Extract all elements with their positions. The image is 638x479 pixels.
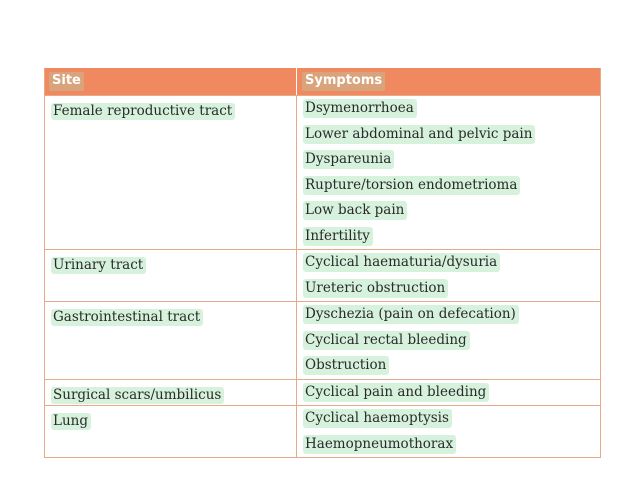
- header-cell-symptoms: [297, 68, 600, 95]
- symptom-item: Cyclical haematuria/dysuria: [303, 253, 500, 272]
- symptom-item: Low back pain: [303, 201, 407, 220]
- table-row: [45, 379, 600, 406]
- site-cell: [45, 406, 297, 457]
- table-row: [45, 301, 600, 379]
- site-cell: [45, 380, 297, 406]
- symptoms-cell: [297, 250, 600, 301]
- symptoms-cell: [297, 406, 600, 457]
- symptom-item: Rupture/torsion endometrioma: [303, 176, 520, 195]
- table-header: [45, 68, 600, 95]
- symptom-item: Dyspareunia: [303, 150, 394, 169]
- site-label: Female reproductive tract: [51, 103, 235, 120]
- symptom-item: Haemopneumothorax: [303, 435, 456, 454]
- header-label-symptoms: Symptoms: [302, 72, 385, 91]
- site-label: Lung: [51, 413, 91, 430]
- site-label: Surgical scars/umbilicus: [51, 387, 224, 404]
- header-cell-site: [45, 68, 297, 95]
- symptom-item: Cyclical haemoptysis: [303, 409, 452, 428]
- table-row: [45, 95, 600, 249]
- site-cell: [45, 250, 297, 301]
- symptom-item: Ureteric obstruction: [303, 279, 448, 298]
- symptom-item: Cyclical pain and bleeding: [303, 383, 489, 402]
- site-label: Gastrointestinal tract: [51, 309, 203, 326]
- symptom-item: Obstruction: [303, 356, 389, 375]
- symptom-item: Infertility: [303, 227, 373, 246]
- table-row: [45, 405, 600, 457]
- symptoms-table: [44, 68, 601, 458]
- table-row: [45, 249, 600, 301]
- symptom-item: Lower abdominal and pelvic pain: [303, 125, 535, 144]
- symptoms-cell: [297, 302, 600, 379]
- site-cell: [45, 96, 297, 249]
- symptom-item: Cyclical rectal bleeding: [303, 331, 470, 350]
- site-label: Urinary tract: [51, 257, 146, 274]
- symptoms-cell: [297, 380, 600, 406]
- symptom-item: Dyschezia (pain on defecation): [303, 305, 519, 324]
- header-label-site: Site: [49, 72, 84, 91]
- site-cell: [45, 302, 297, 379]
- symptom-item: Dsymenorrhoea: [303, 99, 417, 118]
- symptoms-cell: [297, 96, 600, 249]
